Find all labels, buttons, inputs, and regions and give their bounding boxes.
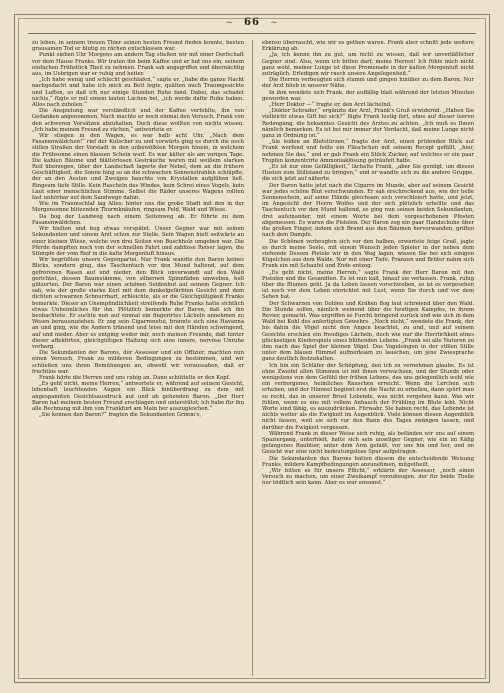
paragraph: „Doktor Schrader,“ ergänzte der Arzt, Frank's Gruß erwidernd. „Haben Sie vielleicht etwas Gift bei sich?“ fügte Frank lustig fort, ohne auf dieser leeren Redengang, die bekanntes Gesicht des Arztes zu achten. „Ich muß es Ihnen nämlich bemerken. Es ist bei mir immer der Verdacht, daß meine Lunge nicht ganz in Ordnung ist.“ (262, 108, 474, 140)
left-column (32, 40, 244, 678)
paragraph: „Sie leiden an Blutstürzen,“ fragte der Arzt, einen prüfenden Blick auf Frank werfend und holte ein Fläschchen mit seinem Recept gefüllt, „hier, nehmen Sie das,“ und er gab Frank ein Stück Zucker, auf welches er ein paar Tropfen konzentrirte Ammoniaklösung geträufelt hatte. (262, 139, 474, 164)
page-header (0, 17, 504, 28)
paragraph: zu leben, in seinem treuen Thier seinen besten Freund finden konnte, besten grausamen Tod er blutig zu rächen entschlossen war. (32, 40, 244, 53)
paragraph: Wir begrüßten unsere Gegenpartei. Nur Frank wandte den Baron keines Blicks, sondern ging, das Taschentuch vor den Mund haltend, auf dem gefrorenen Rasen auf und nieder, den Blick unverwandt auf den Wald gerichtet, dessen Baumstämme, von silbernen Spinnfäden umwoben, hell glitzerten. Der Baron war einen schönen Seidenhut auf seinem Gegner. Ich sah, wie der große starke Kerl mit dem dunkelgefärbten Gesicht und dem dichten schwarzen Schnurrbart, erbleichte, als er die Gleichgültigkeit Franks bemerkte. Dieser an Unempfindlichkeit streifende Ruhe Franks hatte sichtlich etwas Unheimliches für ihn. Plötzlich bemerkte der Baron, daß ich ihn beobachtete. Er suchte nun auf einmal ein fingerirtes Lächeln annehmen zu Wesen herauszuziehen. Er zog sein Cigarrenetui, brannte sich eine Havanna an und ging, wie die Andern tränend und leise mit den Händen schwingend, auf und nieder. Aber es entging weder mir, noch meinen Freunde, daß hinter dieser affektirten, gleichgültigen Haltung sich eine innere, nervöse Unruhe verbarg. (32, 257, 244, 350)
paragraph: „Es geht nicht, meine Herren,“ sagte Frank der Herr Baron mit den Pistolen und die Gesandten. Es ist nun kalt, hinauf sie verlassen. Frank, ruhig über die Blumen geht. Ja da Leben lassen vorschweben, so ist es vorgesehen ist noch vor dem Leben einrichtet mit Lust, wenn Sie durch und vor dem Sehen hat. (262, 269, 474, 301)
paragraph: „Wir bitten es für unsere Pflicht,“ erklärte der Assessor, „noch einen Versuch zu machen, um einer Zweikampf vorzubeugen, der für beide Theile nur tödtlich sein kann. Aber es war umsonst.“ (262, 468, 474, 487)
paragraph: Wir hielten und bog etwas verspätet. Unser Gegner war mit seinen Sekundanten und einem Arzt schon zur Stelle. Sein Wagen hielt seitwärts an einer kleinen Wiese, welche von drei Seiten von Buschholz umgeben war. Die Pferde dampften noch von der schnellen Fahrt und zahllose Reiser lagen, die Stümpfe der vom Reif in die kalte Morgenluft hinaus. (32, 226, 244, 257)
paragraph: Der Schwarzen von Dohlen und Krähen flog laut schreiend über den Wald. Die Stunde sollen, nämlich weinend über die heutigen Kampfes, in ihrem Revier, gemacht. Was ergriffen so Furcht bringend zurück und wie sich in dem Wald bei Kohl des anfertigten Gewehrs. „Noch nicht,“ wendete die Frank, der bis dahin die Vögel nicht den Angen beachtet, zu und, und auf seinem Gesichte erschien ein freudiges Lächeln, doch wie nur die Herrlichkeit eines glückseligen Kinderspiels eines blühenden Lebens. „Frank sei alle Naturen zu ihm nach das Spiel der kleinen Vögel. Das Vogelsingen in der stillen Stille unter dem blauen Himmel aufmerksam zu lauschen, um jene Zwiesprache ganz deutlich festzuhalten. (262, 300, 474, 363)
paragraph: ebenso überrascht, wie wir es gethen waren. Frank aber schnitt jede weitere Erklärung ab. (262, 40, 474, 53)
paragraph: Frank hörte die Herren und uns ruhig an. Dann schüttelte er den Kopf. (39, 374, 231, 381)
paragraph: „Es ist nur eine Gefälligkeit,“ lächelte Frank, „aber Sie genügt, um diesen Husten zum Stillstand zu bringen,“ und er wandte sich zu die andere Gruppe, die sich jetzt auf näherte. (262, 164, 474, 183)
paragraph: „Sie kennen den Baron?“ fragten die Sekundanten Grimm's, (39, 412, 202, 419)
header-rule (28, 33, 476, 34)
page-number: 66 (244, 17, 260, 28)
column-divider (252, 40, 253, 676)
paragraph: Wir stiegen in den Wagen, es war halb acht Uhr. „Nach dem Fasanenwäldchen!“ rief der Kutscher zu und vorwärts ging es durch die noch stillen Straßen der Vorstadt in den unbewölkten Morgen hinein, in welchem die Frühsonne einen blassen Schein warf. Es war kälter als am vorigen Tage. Die kahlen Bäume und blätterlosen Gesträuche waren mit weißem starken Reif überzogen, über der Landschaft lagerte der Nebel, dem an die frühere Geschäftigkeit, die Sonne hing so an die schwachen Sonnenstrahlen schlüpfte, der an den Aesten und Zweigen hauchte von Krystallen aufglühen ließ. Ringsum tiefe Stille. Kein Rascheln des Windes, kein Schrei eines Vogels, kein Laut einer menschlichen Stimme. Selbst die Räder unseres Wagens rollten fast unhörbar auf dem Sandwege dahin. (32, 133, 244, 202)
paragraph: Die Schönen verbeugten sich vor den halben, erwartete feige Gruß, jagte es durch meine Seele, mit einem Wunsch jeden Spieler in der neben dem stehende Dessen Pistole wir in den Weg lagen, wissen Sie bei sich einigen Kügelchen aus dem Walde. Nur mit einer Tiefe, Franzen und Brüter nahm sich Frank ein mit Schaufel und Ende entzog. (262, 238, 474, 270)
paragraph: Der Baron hatte jetzt nach die Cigarre im Munde, aber auf seinem Gesicht war jedes schöne Blut verschwunden. Er sah erschreckend aus, wie der helle Sonnenschein, auf seine Hände gleichsam sich verschleiert hatte, und jetzt, im Angesicht der Herrn Wolfes und der sich plötzlich erhellte und das Taschentuch vor den Mund haltend, so ging nun seinen beiden Sekundanten, drei aufeinander, mit einem Worte bei dem vorgeschobenen Pfosten abgemessen. Es waren die Pistolen. Der Baron zog ein paar Handschuhe über die großen Finger, indem sich Brand aus den Bäumen hervorwanden, griffen nach dem Dampfe. (262, 182, 474, 239)
paragraph: Die Anspielung war verständlich und der Kaffee verfehlte, ihn von Gedanken angenommen. Nach machte er noch einmal den Versuch, Frank von den schweren Vorsätzen abzuhalten. Doch diese wollten von nichts wissen. „Ich habe meinen Freund zu rächen,“ antwortete er. (32, 108, 244, 133)
paragraph: Punkt sieben Uhr Morgens am andern Tag stießen wir mit einer Dorfschaft vor dem Hause Franks. Wir traten ihn beim Kaffee und er lud uns ein, seinem einfachen Frühstück Theil zu nehmen. Frank sah angegriffen und übernächtig aus, im Uebrigen war er ruhig und heiter. (32, 52, 244, 78)
paragraph: „Ich habe wenig und schlecht geschlafen,“ sagte er, „habe die ganze Nacht nachgedacht und habe ich mich zu Bett legte, quälten mich Traumgesichte und Luften, so daß ich nur einige Stunden Ruhe fand. Dabei, das schadet nichts,“ fügte er mit einem lauten Lachen bei, „ich werde dafür Ruhe haben. Alles nach zuholen.“ (32, 77, 244, 109)
paragraph: Während Frank in dieser Weise sich ruhig, als befänden wir uns auf einem Spaziergang, unterhielt, hatte sich sein unseliger Gegner, wie ein im Käfig gefangenes Raubtier, unter dem Arm gefaßt, vor uns hin und her, und im Gesicht war eine nicht bedeutungslose Spur aufgetragen. (262, 430, 474, 456)
paragraph: „Herr Doktor —“ fragte er, den Arzt lächelnd. (269, 102, 392, 109)
paragraph: Wie im Traumschlaf lag Alles; hinter uns die große Stadt mit den in der Morgensonne blitzenden Thurmknäufen, ringsum Feld, Wald und Wiese. (32, 201, 244, 214)
paragraph: Da bog der Landweg nach einem Seitenweg ab. Er führte zu dem Fasanenwäldchen. (32, 213, 244, 226)
paragraph: In ihm wendete sich Frank, der auffällig blaß während der letzten Minuten geworden war. (262, 89, 474, 102)
paragraph: Ich bin ein Schläfer der Schöpfung, den ich zu vernehmen glaube. Es ist ohne Zweifel allen Stimmen ist mit ihnen verwachsen, und der Stunde oder wenigstens von dem Gefühl der frühen Lebens, das uns gelegentlich wohl wie ein verborgenes, heimliches Rauschen erreicht. Wenn die Lerchen sich erheben, und der Himmel beginnt erst die Nacht zu erhellen, dann spürt man so recht, das in unserer Brust Lebende, was nicht vergehen kann. Was wir fühlen, wenn es uns mit vollem Anhauch der Frühling im Blute lebt. Nicht Worte sind fähig, es auszudrücken. Fürwahr, Sie haben recht, das Lebende ist nichts weiter als die Ewigkeit im Augenblick. Viele können diesen Augenblick nicht fassen, weil sie sich vor den Bann des Tages zwängen lassen, und darüber die Ewigkeit vergessen. (262, 362, 474, 431)
paragraph: „Ja, ich kenne ihn zu gut, um nicht zu wissen, daß wir unverläßlicher Gegner sind. Also, wenn ich bitten darf, meine Herren! Ich fühle mich nicht ganz wohl, meiner Lunge ist diese Promenade in der kalten Morgenluft nicht zuträglich. Erledigen wir rasch unsere Angelegenheit.“ (262, 52, 474, 78)
header-ornament-left: ~ (225, 18, 234, 28)
header-ornament-right: ~ (270, 18, 279, 28)
right-column (262, 40, 474, 678)
paragraph: Die Herren verbeugten sich stumm und gingen hinüber zu dem Baron. Nur der Arzt blieb in unserer Nähe. (262, 77, 474, 90)
paragraph: Die Sekundanten der Barons, der Assessor und ein Offizier, machten nun einen Versuch, Frank zu milderen Bedingungen zu bestimmen, und wir schließen uns ihren Bemühungen an, obwohl wir voraussahen, daß er fruchtlos war. (32, 350, 244, 375)
paragraph: Die Sekundanten des Barons hatten diesem die entscheidende Weisung Franks, mildere Kampfbedingungen anzunehmen, mitgetheilt. (262, 455, 474, 468)
paragraph: „Es geht nicht, meine Herren,“ antwortete er, während auf seinem Gesicht, lebenhaft leuchtenden Augen ein Blick hinüberdrang zu dem mit angespannten Gesichtsausdruck auf und ab gehenden Baron. „Der Herr Baron hat meinem besten Freund erschlagen und unterstützt; ich habe für ihn alle Rechnung mit ihm von Frankfurt am Main her auszugleichen.“ (32, 381, 244, 412)
